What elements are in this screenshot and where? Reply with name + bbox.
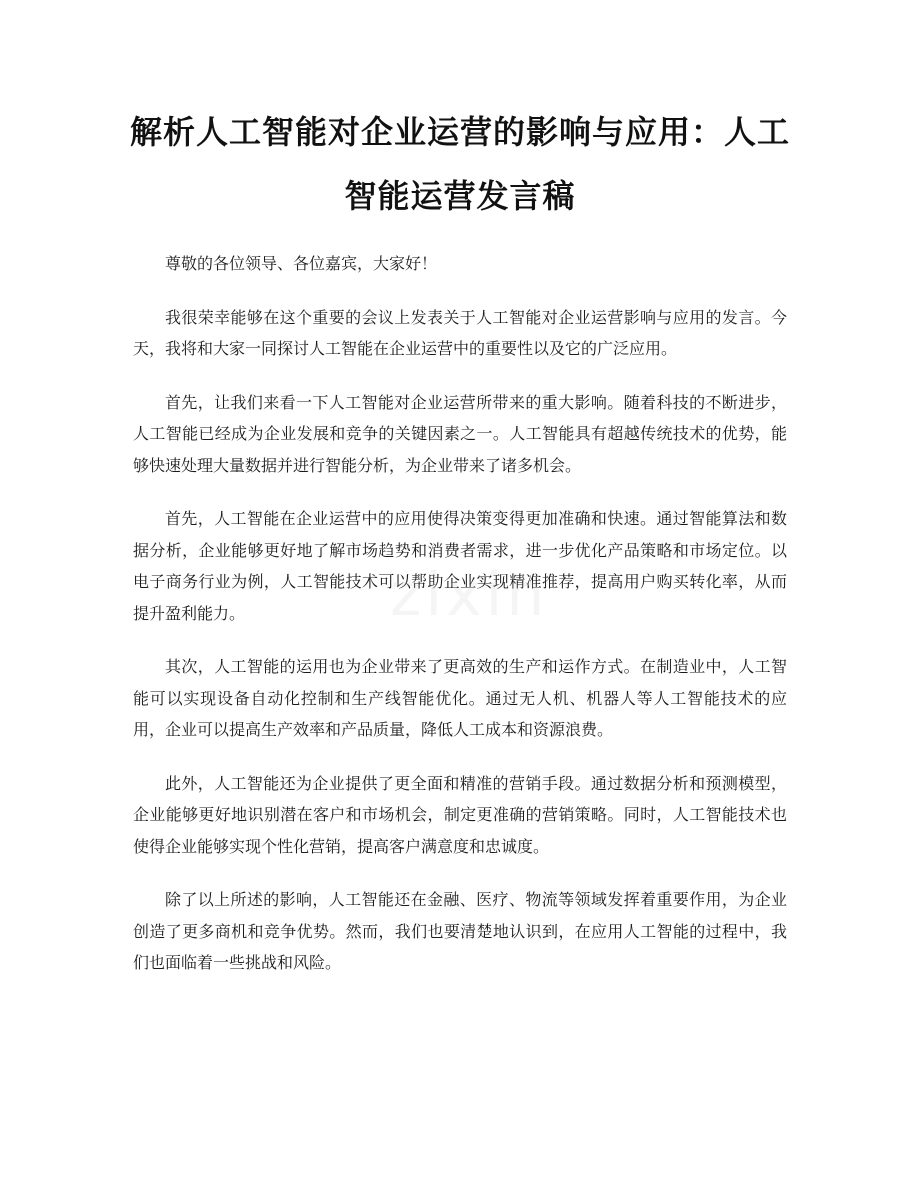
document-title: 解析人工智能对企业运营的影响与应用：人工智能运营发言稿 [130, 113, 791, 215]
paragraph-intro: 我很荣幸能够在这个重要的会议上发表关于人工智能对企业运营影响与应用的发言。今天，我将和大家一同探讨人工智能在企业运营中的重要性以及它的广泛应用。 [133, 307, 787, 358]
watermark-text: zixin [390, 560, 549, 630]
paragraph-other-fields: 除了以上所述的影响，人工智能还在金融、医疗、物流等领域发挥着重要作用，为企业创造了更多商机和竞争优势。然而，我们也要清楚地认识到，在应用人工智能的过程中，我们也面临着一些挑战和风险。 [133, 890, 787, 972]
paragraph-impact: 首先，让我们来看一下人工智能对企业运营所带来的重大影响。随着科技的不断进步，人工智能已经成为企业发展和竞争的关键因素之一。人工智能具有超越传统技术的优势，能够快速处理大量数据并进行智能分析，为企业带来了诸多机会。 [133, 392, 787, 475]
paragraph-decision: 首先，人工智能在企业运营中的应用使得决策变得更加准确和快速。通过智能算法和数据分析，企业能够更好地了解市场趋势和消费者需求，进一步优化产品策略和市场定位。以电子商务行业为例，人工智能技术可以帮助企业实现精准推荐，提高用户购买转化率，从而提升盈利能力。 [133, 509, 787, 623]
paragraph-production: 其次，人工智能的运用也为企业带来了更高效的生产和运作方式。在制造业中，人工智能可以实现设备自动化控制和生产线智能优化。通过无人机、机器人等人工智能技术的应用，企业可以提高生产效率和产品质量，降低人工成本和资源浪费。 [133, 657, 787, 739]
paragraph-marketing: 此外，人工智能还为企业提供了更全面和精准的营销手段。通过数据分析和预测模型，企业能够更好地识别潜在客户和市场机会，制定更准确的营销策略。同时，人工智能技术也使得企业能够实现个性化营销，提高客户满意度和忠诚度。 [133, 773, 787, 856]
paragraph-greeting: 尊敬的各位领导、各位嘉宾，大家好！ [165, 254, 438, 273]
document-body [133, 248, 787, 1001]
